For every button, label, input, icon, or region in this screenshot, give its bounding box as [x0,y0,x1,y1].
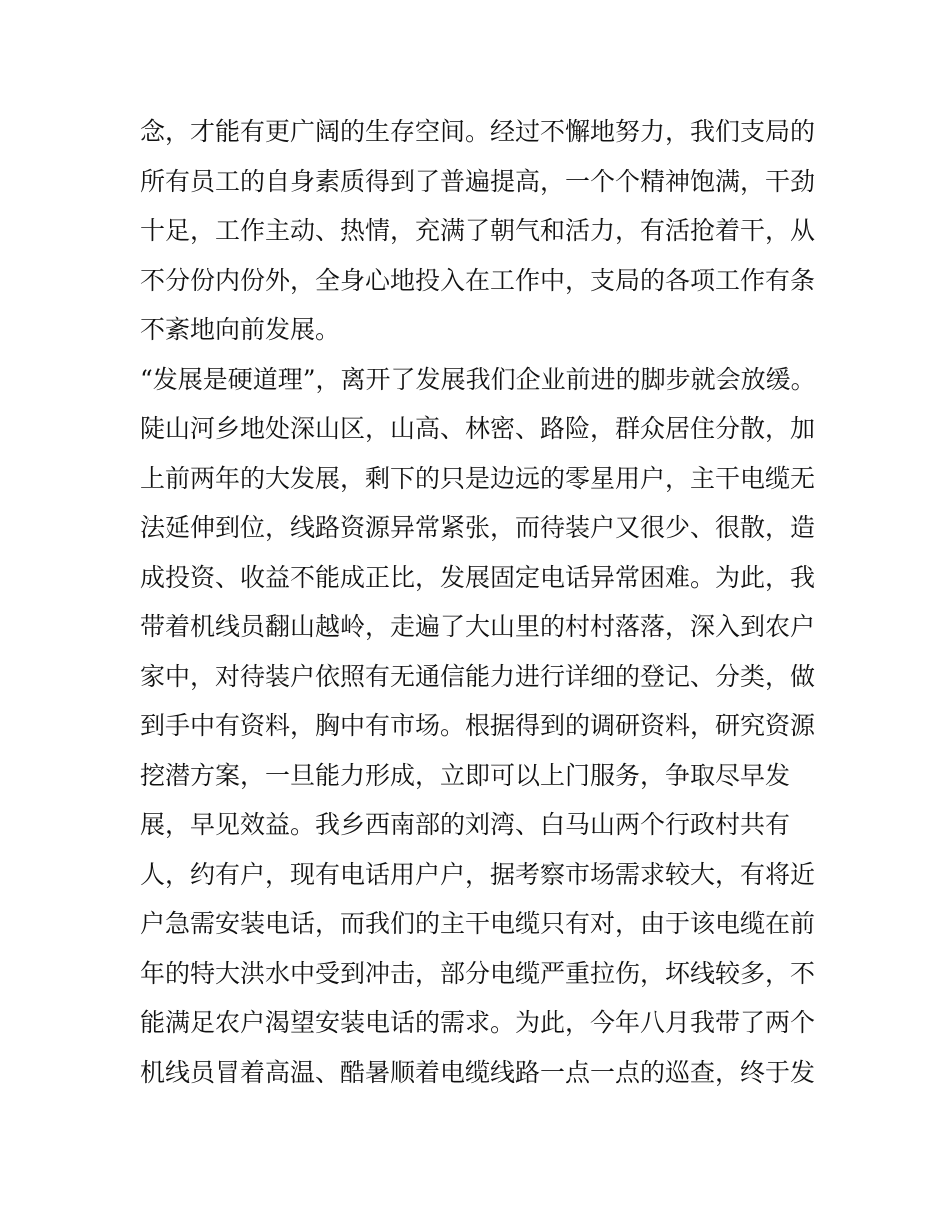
text-line: 能满足农户渴望安装电话的需求。为此，今年八月我带了两个 [140,1008,816,1037]
text-line: 户急需安装电话，而我们的主干电缆只有对，由于该电缆在前 [140,909,816,938]
body-text [140,107,820,1097]
text-line: 陡山河乡地处深山区，山高、林密、路险，群众居住分散，加 [140,414,816,443]
text-line: 上前两年的大发展，剩下的只是边远的零星用户，主干电缆无 [140,463,816,493]
text-line: “发展是硬道理”，离开了发展我们企业前进的脚步就会放缓。 [140,364,816,394]
text-line: 到手中有资料，胸中有市场。根据得到的调研资料，研究资源 [140,711,816,740]
text-line: 挖潜方案，一旦能力形成，立即可以上门服务，争取尽早发 [140,760,791,790]
text-line: 机线员冒着高温、酷暑顺着电缆线路一点一点的巡查，终于发 [140,1057,816,1087]
text-line: 十足，工作主动、热情，充满了朝气和活力，有活抢着干，从 [140,216,816,245]
text-line: 不分份内份外，全身心地投入在工作中，支局的各项工作有条 [140,265,816,295]
text-line: 成投资、收益不能成正比，发展固定电话异常困难。为此，我 [140,562,816,592]
text-line: 人，约有户，现有电话用户户，据考察市场需求较大，有将近 [140,859,816,889]
text-line: 带着机线员翻山越岭，走遍了大山里的村村落落，深入到农户 [140,612,816,641]
text-line: 念，才能有更广阔的生存空间。经过不懈地努力，我们支局的 [140,117,816,146]
text-line: 展，早见效益。我乡西南部的刘湾、白马山两个行政村共有 [140,810,791,839]
text-line: 所有员工的自身素质得到了普遍提高，一个个精神饱满，干劲 [140,166,816,196]
text-line: 年的特大洪水中受到冲击，部分电缆严重拉伤，坏线较多，不 [140,958,816,988]
text-line: 不紊地向前发展。 [140,315,341,344]
text-line: 家中，对待装户依照有无通信能力进行详细的登记、分类，做 [140,661,816,691]
text-line: 法延伸到位，线路资源异常紧张，而待装户又很少、很散，造 [140,513,816,542]
